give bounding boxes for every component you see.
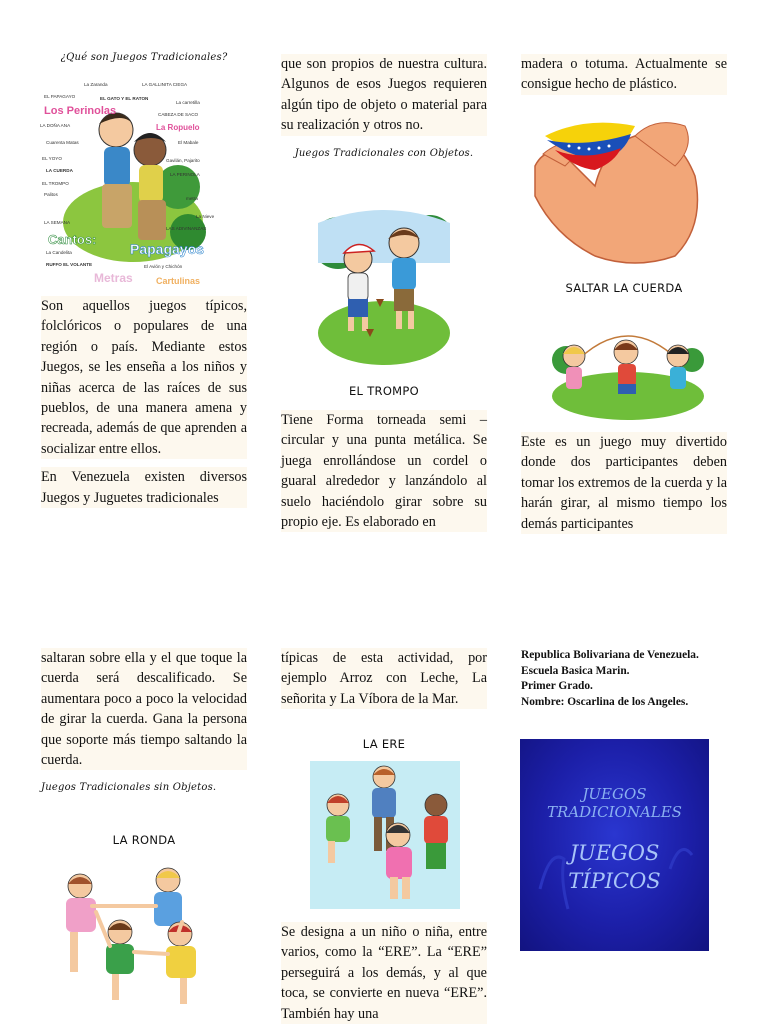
material-paragraph: madera o totuma. Actualmente se consigue hecho de plástico. [521,54,727,95]
svg-text:Papagayos: Papagayos [130,241,204,257]
trompo-caption: EL TROMPO [348,384,419,398]
svg-text:Palitos: Palitos [44,192,58,197]
svg-text:metra: metra [186,196,198,201]
jump-rope-continued-paragraph: saltaran sobre ella y el que toque la cuerda será descalificado. Se aumentara poco a poco la velocidad de girar la cuerda. Gana la persona que soporte más tiempo saltando la cuerda. [41,648,247,770]
section-heading: ¿Qué son Juegos Tradicionales? [60,52,228,63]
spinning-top-illustration [318,203,450,367]
cover-panel [520,739,709,951]
svg-text:CABEZA DE SACO: CABEZA DE SACO [158,112,199,117]
svg-text:La carretilla: La carretilla [176,100,200,105]
cover-subtitle-line-1: JUEGOS [569,841,660,865]
circle-dance-illustration [40,862,220,1012]
country-line: Republica Bolivariana de Venezuela. [521,649,699,661]
jump-rope-illustration [552,316,704,420]
svg-text:Cuarenta Matas: Cuarenta Matas [46,140,79,145]
column-3-text [521,432,727,534]
ere-caption: LA ERE [362,737,406,752]
svg-text:Gavilán, Pajarito: Gavilán, Pajarito [166,158,200,163]
jump-rope-paragraph: Este es un juego muy divertido donde dos participantes deben tomar los extremos de la cuerda y la harán girar, al mismo tiempo los demás participantes [521,432,727,534]
svg-text:LA GALLINITA CIEGA: LA GALLINITA CIEGA [142,82,188,87]
column-3-caption [521,281,727,295]
grade-line: Primer Grado. [521,680,593,693]
ere-paragraph: Se designa a un niño o niña, entre varios, como la “ERE”. La “ERE” perseguirá a los demás, y al que toca, se convierte en nueva “ERE”. También hay una [281,922,487,1024]
svg-text:LA PERINOLA: LA PERINOLA [170,172,200,177]
svg-text:EL PAPAGAYO: EL PAPAGAYO [44,94,76,99]
cover-title-line-1: JUEGOS [582,785,647,803]
svg-text:Metras: Metras [94,271,133,285]
jump-rope-caption: SALTAR LA CUERDA [565,281,683,295]
column-6 [521,648,721,710]
svg-text:EL GATO Y EL RATON: EL GATO Y EL RATON [100,96,149,101]
cover-subtitle-line-2: TÍPICOS [568,869,661,893]
hand-holding-top-illustration [525,106,705,270]
column-1-text [41,296,247,508]
column-5-text [281,922,487,1024]
traditional-games-collage [38,72,214,288]
author-line: Nombre: Oscarlina de los Angeles. [521,695,689,708]
svg-text:LA CUERDA: LA CUERDA [46,168,73,173]
column-3 [521,54,727,95]
svg-text:Cantos:: Cantos: [48,232,97,247]
svg-text:EL TROMPO: EL TROMPO [42,181,69,186]
section-heading: Juegos Tradicionales con Objetos. [294,147,474,159]
tag-game-illustration [310,761,460,909]
definition-paragraph: Son aquellos juegos típicos, folclóricos o populares de una región o país. Mediante estos Juegos, se les enseña a los niños y niñas acerca de las raíces de sus pueblos, de una manera amena y recreada, además de que aprenden a socializar entre ellos. [41,296,247,459]
svg-text:La Nieve: La Nieve [196,214,214,219]
svg-text:El Avión y Chichón: El Avión y Chichón [144,264,183,269]
cover-title-line-2: TRADICIONALES [547,803,682,821]
ronda-caption: LA RONDA [112,833,176,848]
svg-text:LA SEMANA: LA SEMANA [44,220,71,225]
column-4 [41,648,247,847]
svg-text:Los Perinolas: Los Perinolas [44,105,117,117]
svg-text:LA DOÑA ANA: LA DOÑA ANA [40,123,71,128]
svg-text:LAS ADIVINANZAS: LAS ADIVINANZAS [166,226,207,231]
section-heading: Juegos Tradicionales sin Objetos. [41,782,217,794]
column-1 [41,52,247,63]
school-line: Escuela Basica Marin. [521,664,630,677]
svg-text:La Ropuelo: La Ropuelo [156,123,200,132]
svg-text:EL YOYO: EL YOYO [42,156,62,161]
column-5 [281,648,487,751]
venezuela-paragraph: En Venezuela existen diversos Juegos y Juguetes tradicionales [41,467,247,508]
svg-text:La Candelita: La Candelita [46,250,72,255]
column-2 [281,54,487,159]
svg-text:RUFFO EL VOLANTE: RUFFO EL VOLANTE [46,262,93,267]
culture-paragraph: que son propios de nuestra cultura. Algunos de esos Juegos requieren algún tipo de objeto o material para su realización y otros no. [281,54,487,136]
svg-text:Cartulinas: Cartulinas [156,276,201,286]
songs-paragraph: típicas de esta actividad, por ejemplo Arroz con Leche, La señorita y La Víbora de la Mar. [281,648,487,709]
trompo-paragraph: Tiene Forma torneada semi – circular y una punta metálica. Se juega enrollándose un cordel o guaral alrededor y lanzándolo al suelo haciéndolo girar sobre su propio eje. Es elaborado en [281,410,487,532]
column-2-text [281,384,487,532]
svg-text:La Zaranda: La Zaranda [84,82,108,87]
svg-text:El Mabale: El Mabale [178,140,199,145]
